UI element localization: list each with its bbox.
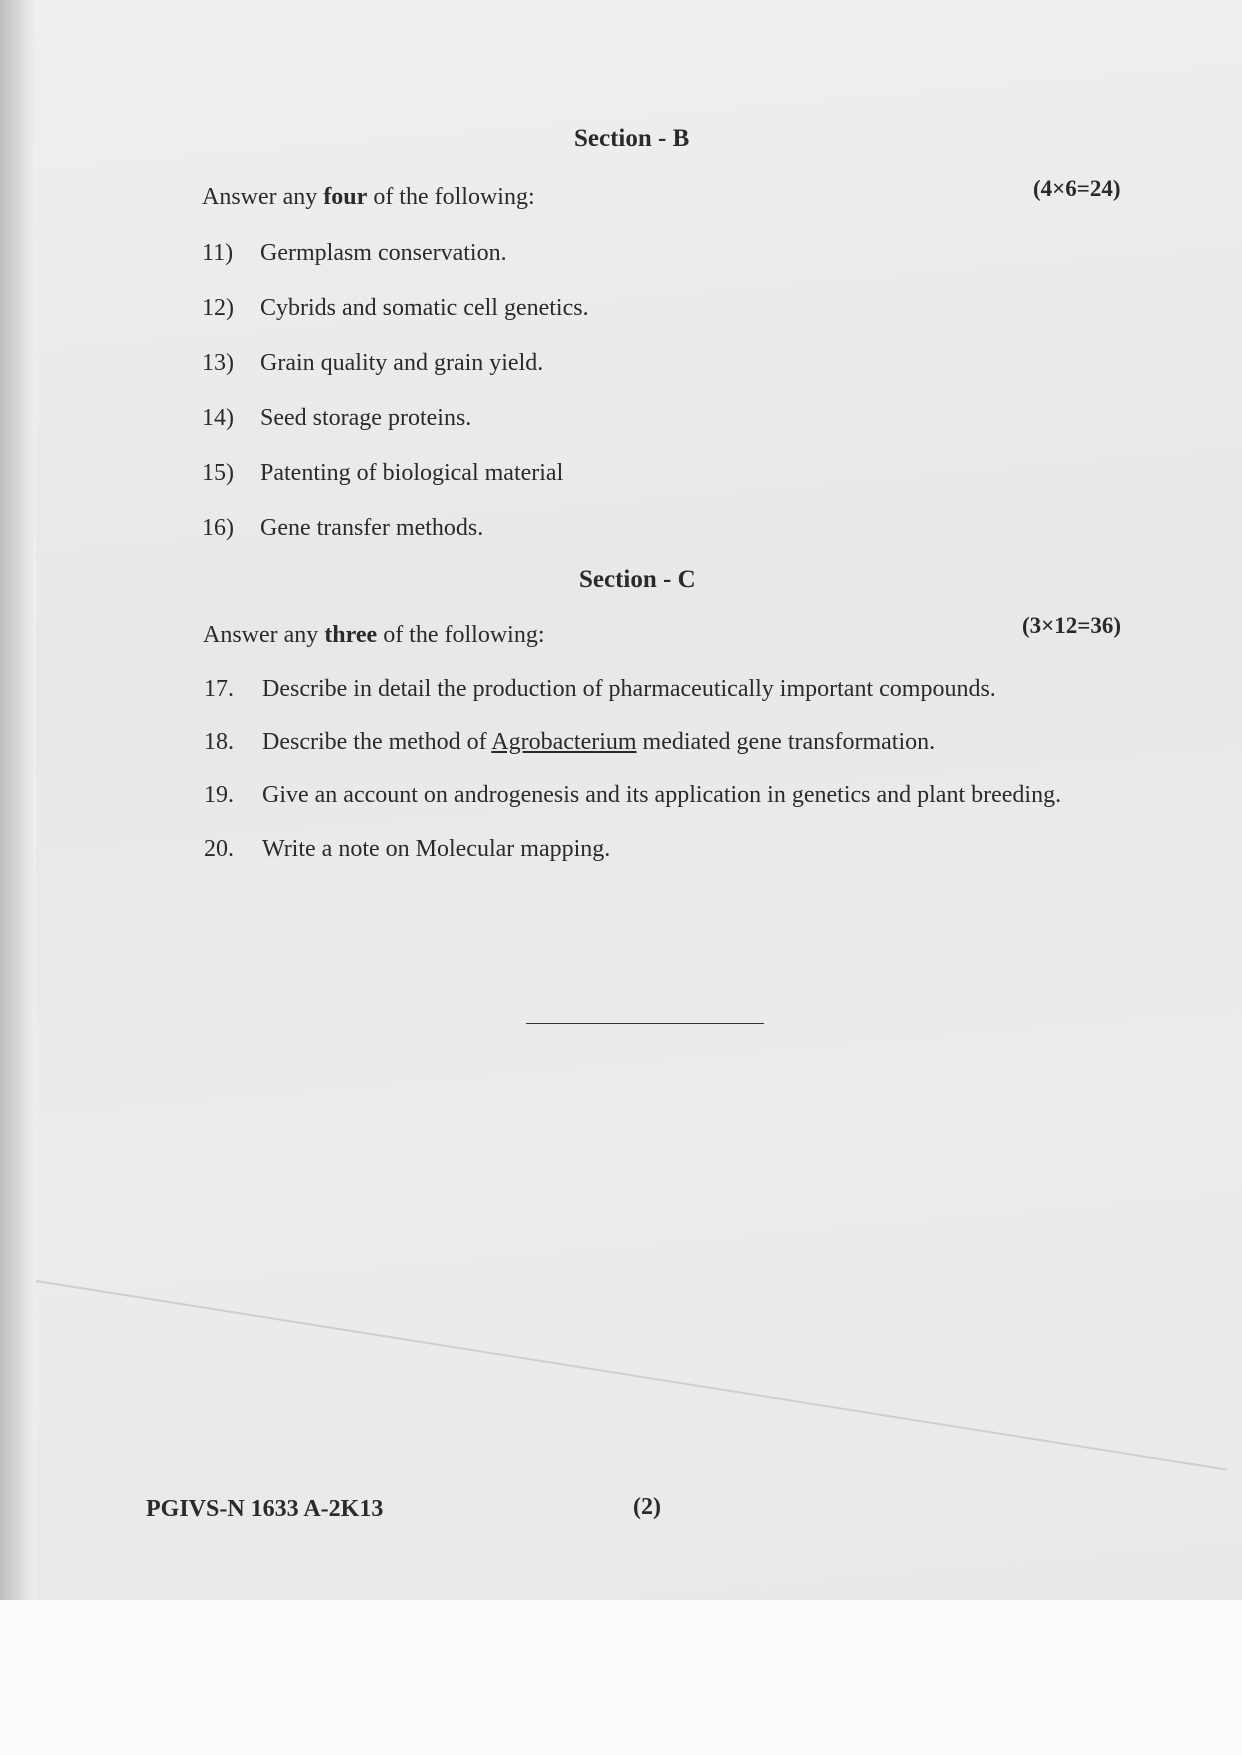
question-number: 18.	[204, 729, 234, 755]
underlined-term: Agrobacterium	[491, 729, 637, 755]
section-b-title: Section - B	[574, 125, 690, 152]
footer-page-number: (2)	[633, 1494, 661, 1520]
section-c-marks: (3×12=36)	[1022, 613, 1122, 638]
question-number: 11)	[202, 240, 234, 266]
question-text: Cybrids and somatic cell genetics.	[260, 295, 589, 321]
question-number: 13)	[202, 350, 234, 376]
question-text: Patenting of biological material	[260, 460, 564, 486]
question-14	[202, 405, 471, 432]
instruction-suffix: of the following:	[377, 622, 545, 648]
question-16	[202, 515, 483, 542]
question-text: Describe in detail the production of pharmaceutically important compounds.	[262, 676, 996, 702]
question-15	[202, 460, 563, 487]
question-number: 16)	[202, 515, 234, 541]
section-c-title: Section - C	[579, 566, 696, 593]
scanner-bed	[0, 1600, 1242, 1755]
question-number: 12)	[202, 295, 234, 321]
question-text: Describe the method of	[262, 729, 492, 755]
question-number: 20.	[204, 836, 234, 862]
question-number: 19.	[204, 782, 234, 808]
question-number: 15)	[202, 460, 234, 486]
question-text: Grain quality and grain yield.	[260, 350, 544, 376]
footer-code: PGIVS-N 1633 A-2K13	[146, 1496, 384, 1522]
end-rule	[526, 1023, 764, 1024]
question-11	[202, 240, 507, 267]
question-text: Write a note on Molecular mapping.	[262, 836, 611, 862]
instruction-prefix: Answer any	[202, 184, 324, 210]
instruction-count: three	[324, 622, 378, 648]
question-12	[202, 295, 589, 322]
question-18	[204, 729, 935, 756]
question-text-tail: mediated gene transformation.	[636, 729, 936, 755]
question-text: Seed storage proteins.	[260, 405, 472, 431]
instruction-count: four	[323, 184, 368, 210]
section-c-instruction	[203, 622, 545, 649]
question-number: 14)	[202, 405, 234, 431]
section-b-instruction	[202, 184, 535, 211]
question-text: Give an account on androgenesis and its application in genetics and plant breeding.	[262, 782, 1062, 808]
instruction-prefix: Answer any	[203, 622, 325, 648]
question-17	[204, 676, 996, 703]
question-13	[202, 350, 543, 377]
instruction-suffix: of the following:	[367, 184, 535, 210]
question-20	[204, 836, 610, 863]
question-text: Germplasm conservation.	[260, 240, 507, 266]
section-b-marks: (4×6=24)	[1033, 176, 1121, 201]
question-19	[204, 782, 1061, 809]
question-text: Gene transfer methods.	[260, 515, 484, 541]
question-number: 17.	[204, 676, 234, 702]
scan-edge	[0, 0, 40, 1600]
